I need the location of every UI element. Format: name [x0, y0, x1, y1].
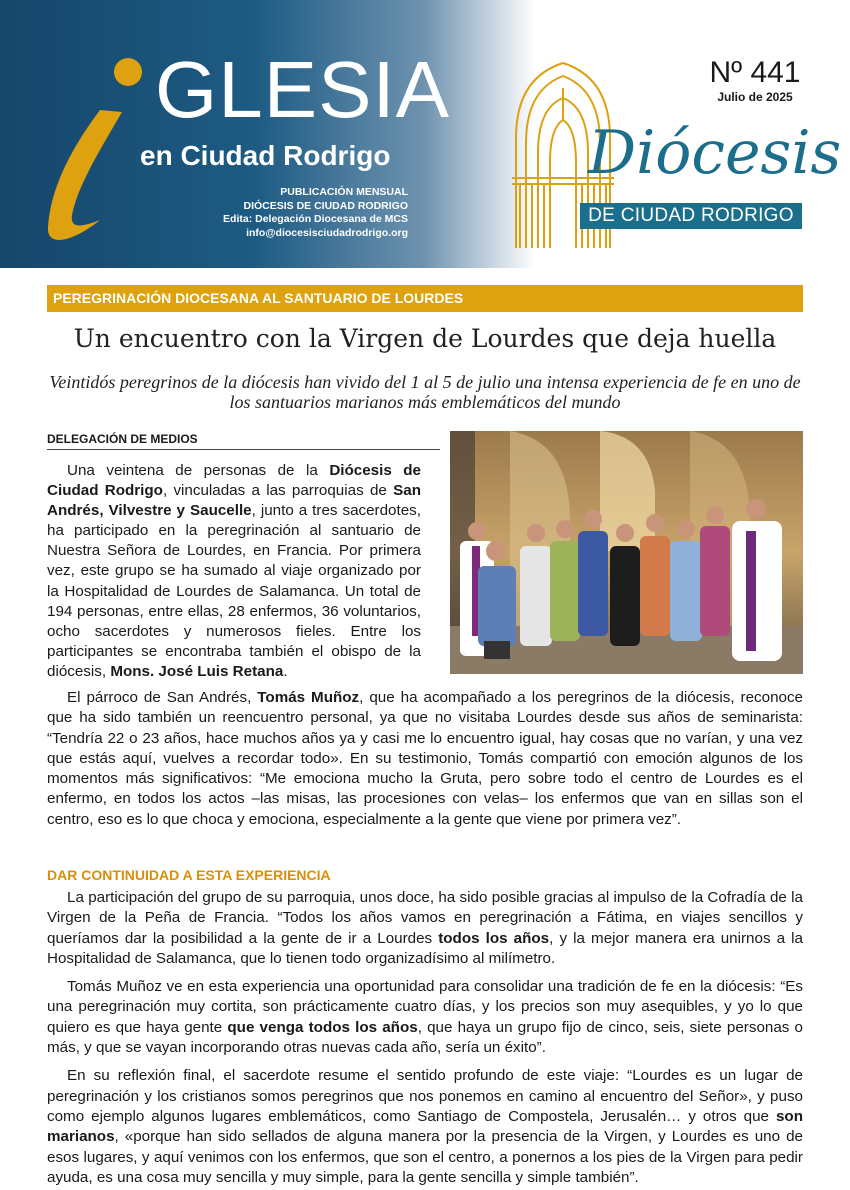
byline: DELEGACIÓN DE MEDIOS [47, 432, 440, 450]
article-body-2 [47, 888, 803, 1188]
section-title: PEREGRINACIÓN DIOCESANA AL SANTUARIO DE LOURDES [53, 290, 464, 306]
pub-email: info@diocesisciudadrodrigo.org [246, 226, 408, 239]
logo-i-icon [30, 50, 150, 250]
text: . [283, 662, 288, 680]
text: La participación del grupo de su parroquia, unos doce, ha sido posible gracias al impulso de la Cofradía de la Virgen de la Peña de Francia. “Todos los años vamos en peregrinación a Fátima, en viajes sencillos y queríamos dar la posibilidad a la gente de ir a Lourdes [47, 889, 803, 947]
paragraph-4 [47, 977, 803, 1058]
text: , «porque han sido sellados de alguna manera por la presencia de la Virgen, y Lourdes es uno de esos lugares, y aquí venimos con los enfermos, que son el centro, a ponernos a los pies de la Virgen para pedir ayuda, es una cosa muy sencilla y muy simple, para la gente sencilla y simple también”. [47, 1128, 803, 1186]
bold-text: Tomás Muñoz [257, 689, 360, 706]
text: Tomás Muñoz ve en esta experiencia una oportunidad para consolidar una tradición de fe en la diócesis: “Es una peregrinación muy cortita, son prácticamente cuatro días, y los precios son muy asequibles, y yo lo que quiero es que haya gente [47, 978, 803, 1036]
section-bar [47, 285, 803, 312]
group-photo [450, 431, 803, 674]
issue-number: Nº 441 [709, 56, 801, 89]
bold-text: Diócesis de Ciudad Rodrigo [47, 462, 421, 500]
bold-text: todos los años [438, 929, 550, 947]
text: , y la mejor manera era unirnos a la Hospitalidad de Salamanca, que lo tienen todo organizadísimo al milímetro. [47, 929, 803, 967]
bold-text: San Andrés, Vilvestre y Saucelle [47, 482, 421, 520]
pub-line: PUBLICACIÓN MENSUAL [280, 186, 408, 198]
subheadline: Veintidós peregrinos de la diócesis han vivido del 1 al 5 de julio una intensa experiencia de fe en uno de los santuarios marianos más emblemáticos del mundo [49, 372, 801, 412]
bold-text: Mons. José Luis Retana [110, 662, 284, 680]
headline: Un encuentro con la Virgen de Lourdes que deja huella [73, 324, 777, 353]
section-subtitle: DAR CONTINUIDAD A ESTA EXPERIENCIA [47, 867, 331, 883]
pub-line: DIÓCESIS DE CIUDAD RODRIGO [243, 199, 408, 212]
text: Una veintena de personas de la [67, 462, 330, 479]
paragraph-2 [47, 688, 803, 830]
article-body-1 [47, 688, 803, 830]
text: En su reflexión final, el sacerdote resume el sentido profundo de este viaje: “Lourdes es un lugar de peregrinación y los cristianos somos peregrinos que nos ponemos en camino al encuentro del Señor», y puso como ejemplo algunos lugares emblemáticos, como Santiago de Compostela, Jerusalén… y otros que [47, 1067, 803, 1125]
issue-date: Julio de 2025 [717, 90, 793, 104]
text: El párroco de San Andrés, [67, 689, 258, 706]
paragraph-5 [47, 1066, 803, 1188]
paragraph-1 [47, 461, 421, 682]
text: , junto a tres sacerdotes, ha participado en la peregrinación al santuario de Nuestra Señora de Lourdes, en Francia. Por primera vez, este grupo se ha sumado al viaje organizado por la Hospitalidad de Lourdes de Salamanca. Un total de 194 personas, entre ellas, 28 enfermos, 36 voluntarios, ocho sacerdotes y numerosos fieles. Entre los participantes se encontraba también el obispo de la diócesis, [47, 502, 421, 680]
diocesis-band: DE CIUDAD RODRIGO [580, 203, 802, 229]
diocesis-logo: Diócesis [588, 118, 842, 188]
paragraph-3 [47, 888, 803, 969]
text: , vinculadas a las parroquias de [162, 482, 394, 500]
text: , que ha acompañado a los peregrinos de la diócesis, reconoce que ha sido también un reencuentro personal, ya que no visitaba Lourdes desde sus años de seminarista: “Tendría 22 o 23 años, hace muchos años ya y casi me lo encuentro igual, hay cosas que no varían, y una vez que estás aquí, vuelves a recordar todo». En su testimonio, Tomás compartió con emoción algunos de los momentos más significativos: “Me emociona mucho la Gruta, pero sobre todo el centro de Lourdes es el enfermo, en todos los actos –las misas, las procesiones con velas– los enfermos que van en sillas son el centro, eso es lo que choca y emociona, especialmente a la gente que viene por primera vez”. [47, 689, 804, 828]
issue-info [700, 56, 810, 104]
pub-line: Edita: Delegación Diocesana de MCS [223, 213, 408, 225]
text: , que haya un grupo fijo de cinco, seis, siete personas o más, y que se vayan incorporando otras nuevas cada año, sería un éxito”. [47, 1018, 803, 1057]
logo-word: GLESIA [155, 45, 451, 134]
bold-text: que venga todos los años [227, 1018, 418, 1036]
logo-subtitle: en Ciudad Rodrigo [140, 140, 391, 171]
masthead [0, 0, 850, 268]
bold-text: son marianos [47, 1107, 803, 1146]
article-column [47, 461, 421, 682]
publication-info [190, 186, 408, 240]
